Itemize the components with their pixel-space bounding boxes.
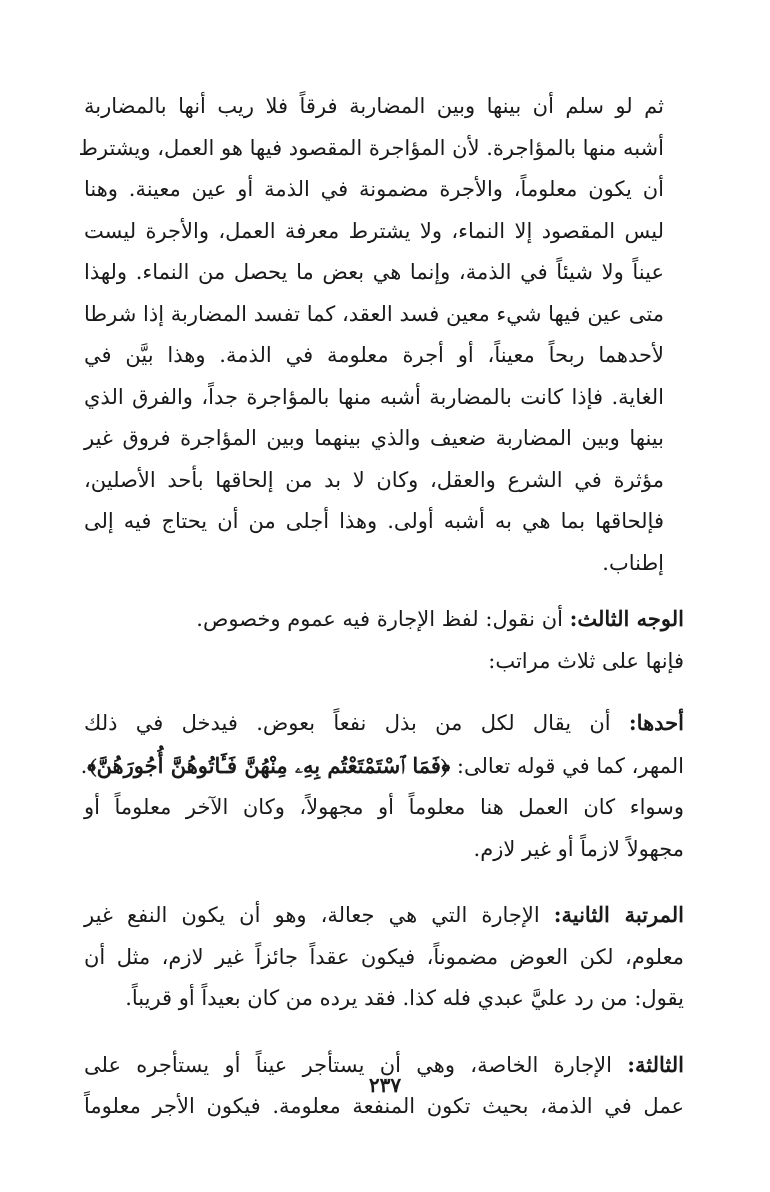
paragraph-first-rank (80, 702, 684, 870)
text-line: بينها وبين المضاربة ضعيف والذي بينهما وبين المؤاجرة فروق غير (84, 426, 664, 450)
text-line (84, 702, 684, 745)
paragraph-third-aspect (84, 598, 684, 682)
quran-verse: ﴿فَمَا ٱسْتَمْتَعْتُم بِهِۦ مِنْهُنَّ فَـَٔاتُوهُنَّ أُجُورَهُنَّ﴾ (87, 752, 451, 778)
text-line (80, 745, 684, 788)
text-line: متى عين فيها شيء معين فسد العقد، كما تفسد المضاربة إذا شرطا (84, 301, 664, 326)
text-line: لأحدهما ربحاً معيناً، أو أجرة معلومة في الذمة. وهذا بيَّن في (84, 343, 664, 367)
text-line: الغاية. فإذا كانت بالمضاربة أشبه منها بالمؤاجرة جداً، والفرق الذي (84, 384, 664, 409)
section-heading: المرتبة الثانية: (553, 902, 684, 927)
text-line (84, 894, 684, 937)
text-run: أن يقال لكل من بذل نفعاً بعوض. فيدخل في ذلك (84, 711, 629, 735)
text-line: عيناً ولا شيئاً في الذمة، وإنما هي بعض ما يحصل من النماء. ولهذا (84, 260, 664, 284)
text-run: الإجارة التي هي جعالة، وهو أن يكون النفع غير (84, 903, 554, 927)
text-line: معلوم، لكن العوض مضموناً، فيكون عقداً جائزاً غير لازم، مثل أن (84, 944, 684, 969)
text-line: ثم لو سلم أن بينها وبين المضاربة فرقاً فلا ريب أنها بالمضاربة (84, 94, 664, 118)
text-run: . (80, 753, 88, 778)
text-run: الإجارة الخاصة، وهي أن يستأجر عيناً أو يستأجره على (84, 1052, 628, 1077)
text-line: أشبه منها بالمؤاجرة. لأن المؤاجرة المقصود فيها هو العمل، ويشترط (78, 135, 664, 160)
text-line: أن يكون معلوماً، والأجرة مضمونة في الذمة أو عين معينة. وهنا (84, 177, 664, 201)
text-line: وسواء كان العمل هنا معلوماً أو مجهولاً، وكان الآخر معلوماً أو (84, 795, 684, 819)
text-line: فإلحاقها بما هي به أشبه أولى. وهذا أجلى من أن يحتاج فيه إلى (84, 509, 664, 533)
text-line: مجهولاً لازماً أو غير لازم. (473, 836, 684, 861)
section-heading: الثالثة: (627, 1051, 684, 1077)
text-line: يقول: من رد عليَّ عبدي فله كذا. فقد يرده من كان بعيداً أو قريباً. (125, 986, 684, 1010)
page-body (78, 86, 684, 1128)
text-run: المهر، كما في قوله تعالى: (450, 753, 684, 778)
section-heading: الوجه الثالث: (569, 606, 684, 631)
page-number: ٢٣٧ (368, 1073, 402, 1097)
paragraph-comparison (78, 86, 684, 584)
section-heading: أحدها: (628, 710, 684, 735)
text-run: أن نقول: لفظ الإجارة فيه عموم وخصوص. (196, 607, 570, 631)
text-line: إطناب. (602, 550, 664, 575)
text-line (84, 598, 684, 641)
text-line: فإنها على ثلاث مراتب: (488, 648, 684, 673)
text-line: ليس المقصود إلا النماء، ولا يشترط معرفة العمل، والأجرة ليست (84, 218, 664, 243)
paragraph-second-rank (84, 894, 684, 1020)
text-line: عمل في الذمة، بحيث تكون المنفعة معلومة. فيكون الأجر معلوماً (84, 1094, 684, 1118)
text-line: مؤثرة في الشرع والعقل، وكان لا بد من إلحاقها بأحد الأصلين، (84, 467, 664, 492)
